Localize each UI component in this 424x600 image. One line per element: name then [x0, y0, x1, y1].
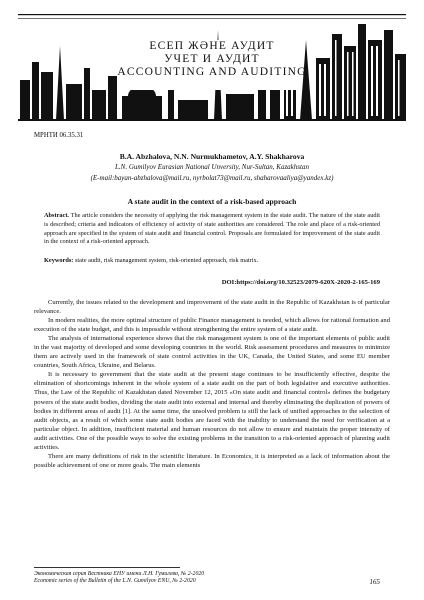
keywords: [44, 257, 380, 266]
footer-divider: [34, 567, 180, 568]
keywords-text: state audit, risk management system, risk-oriented approach, risk matrix.: [74, 257, 259, 264]
banner-titles: [18, 40, 406, 79]
doi-link[interactable]: DOI:https://doi.org/10.32523/2079-620X-2020-2-165-169: [221, 279, 380, 286]
article-body: [34, 298, 390, 470]
page-number: 165: [369, 578, 380, 586]
body-paragraph: In modern realities, the more optimal structure of public Finance management is needed, which allows for rational formation and execution of the state budget, and this is impossible without strengthening the entire system of a state audit.: [34, 317, 390, 334]
body-paragraph: There are many definitions of risk in the scientific literature. In Economics, it is interpreted as a lack of information about the possible achievement of one or more goals. The main elements: [34, 452, 390, 469]
abstract-label: Abstract.: [44, 212, 70, 219]
footer-line-en: Economic series of the Bulletin of the L.N. Gumilyov ENU, № 2-2020: [34, 578, 196, 585]
running-footer: [34, 571, 204, 586]
banner-title-ru: УЧЕТ И АУДИТ: [164, 53, 260, 65]
classification-code: МРНТИ 06.35.31: [34, 132, 84, 139]
author-emails: (E-mail:bayan-abzhalova@mail.ru, nyrbolat73@mail.ru, shaharovaaliya@yandex.kz): [90, 174, 334, 182]
keywords-label: Keywords:: [44, 257, 74, 264]
footer-line-ru: Экономическая серия Вестника ЕНУ имени Л.Н. Гумилева, № 2-2020: [34, 571, 205, 577]
body-paragraph: It is necessary to government that the state audit at the present stage continues to be insufficiently effective, despite the elimination of shortcomings inherent in the whole system of a state audit on the part of both legislative and executive authorities. Thus, the Law of the Republic of Kazakhstan dated November 12, 2015 «On state audit and financial control» defines the budgetary powers of the state audit bodies, dividing the state audit into external and internal and thereby eliminating the duplication of powers of bodies in different areas of audit [1]. At the same time, the unsolved problem is still the lack of unified approaches to the selection of audit objects, as a result of which some state audit bodies are faced with the inability to understand the need for verification at a particular object. In addition, insufficient material and human resources do not allow to ensure and maintain the proper intensity of audit activities. One of the possible ways to solve the existing problems in the transition to a risk-oriented approach of planning audit activities.: [34, 371, 390, 451]
abstract: [44, 212, 380, 247]
affiliation: L.N. Gumilyov Eurasian National Unversity, Nur-Sultan, Kazakhstan: [115, 163, 309, 171]
article-title: A state audit in the context of a risk-based approach: [127, 197, 297, 206]
section-banner: [18, 10, 406, 122]
body-paragraph: The analysis of international experience shows that the risk management system is one of the important elements of public audit in the vast majority of developed and some developing countries in the world. Risk assessment procedures and measures to minimize them are actively used in the framework of state control activities in the UK, Canada, the United States, and some EU member countries, South Africa, Ukraine, and Belarus.: [34, 335, 390, 370]
banner-title-kz: ЕСЕП ЖӘНЕ АУДИТ: [149, 40, 275, 52]
body-paragraph: Currently, the issues related to the development and improvement of the state audit in the Republic of Kazakhstan is of particular relevance.: [34, 299, 390, 316]
banner-title-en: ACCOUNTING AND AUDITING: [117, 66, 307, 78]
author-list: B.A. Abzhalova, N.N. Nurmukhametov, A.Y. Shakharova: [119, 152, 305, 161]
abstract-text: The article considers the necessity of applying the risk management system in the state audit. The nature of the state audit is described; criteria and indicators of efficiency of activity of state authorities are considered. The role and place of a risk-oriented approach are specified in the system of state audit and financial control. Proposals are formulated for improvement of the state audit in the context of a risk-oriented approach.: [44, 212, 380, 246]
